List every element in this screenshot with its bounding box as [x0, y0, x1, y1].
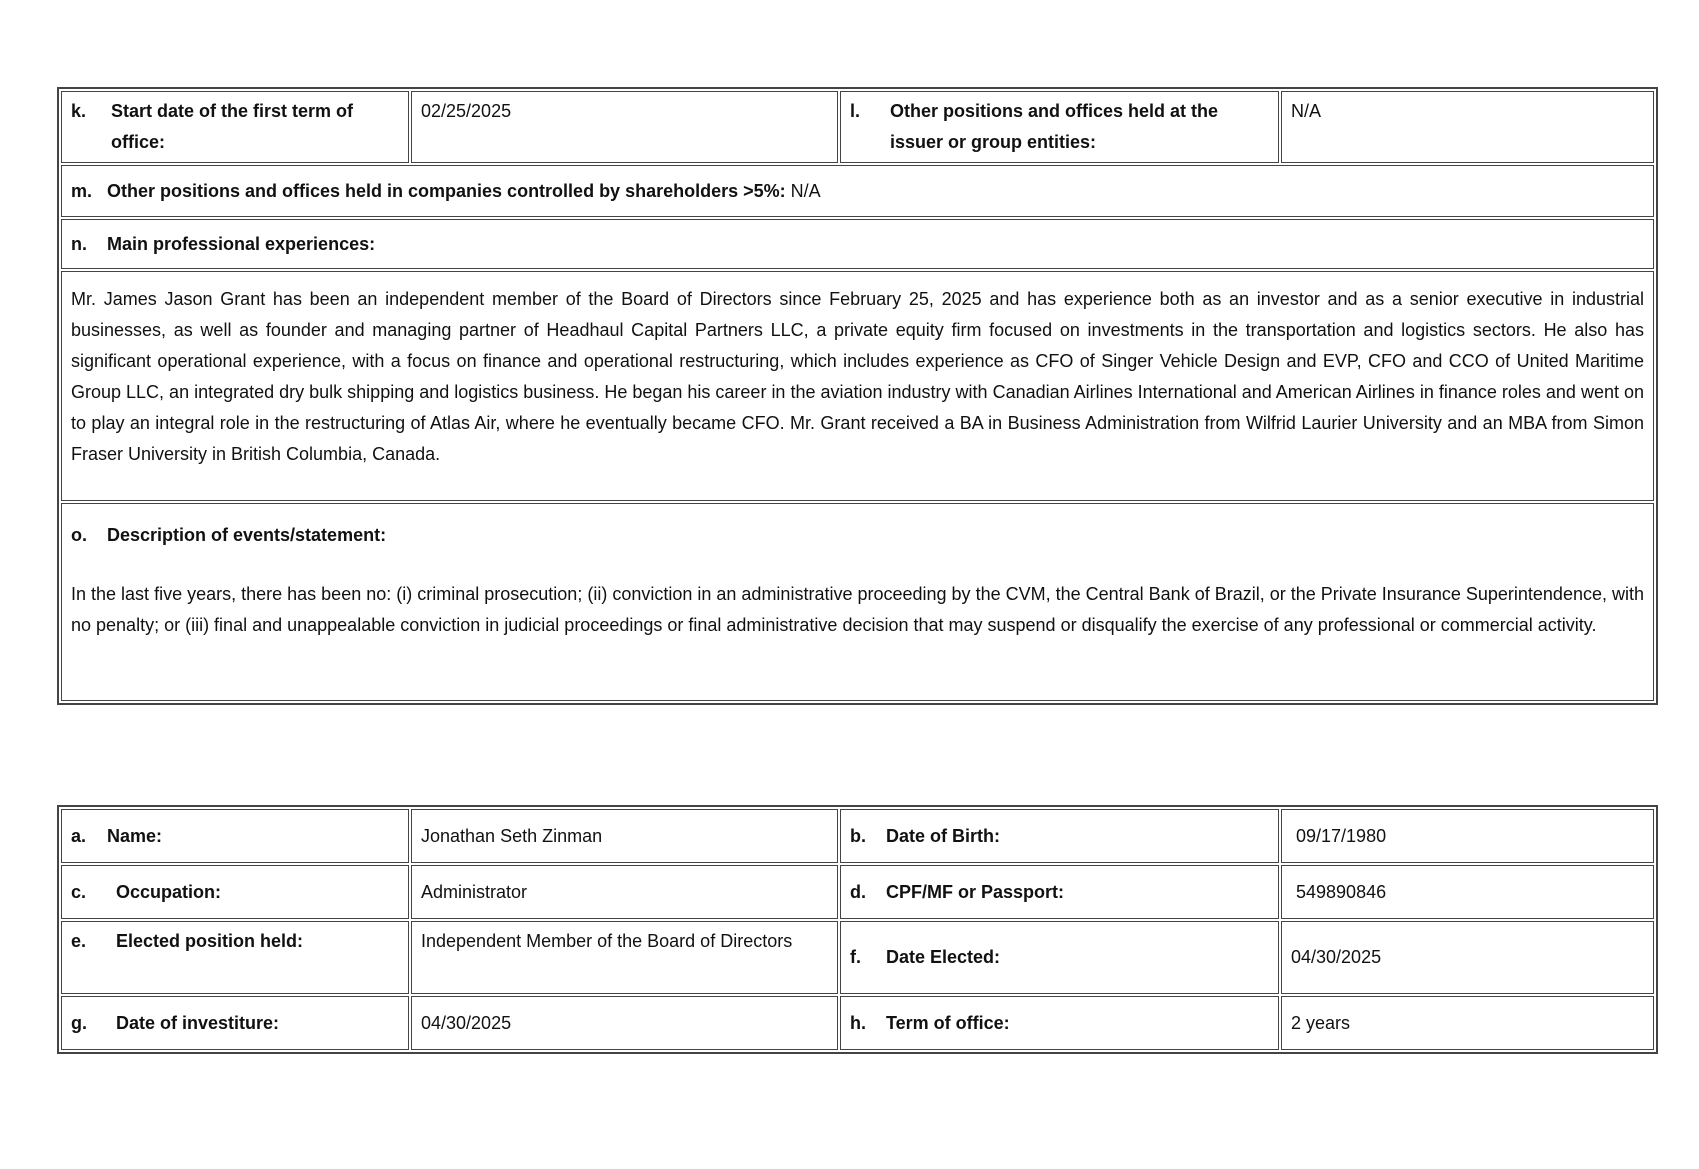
- field-g-label: g. Date of investiture:: [61, 996, 409, 1050]
- field-e-value: Independent Member of the Board of Directors: [411, 921, 838, 994]
- field-k-value: 02/25/2025: [411, 91, 838, 163]
- field-a-value: Jonathan Seth Zinman: [411, 809, 838, 863]
- field-f-value: 04/30/2025: [1281, 921, 1654, 994]
- field-b-value: 09/17/1980: [1281, 809, 1654, 863]
- director-details-table-2: [57, 805, 1658, 1054]
- field-e-label: e. Elected position held:: [61, 921, 409, 994]
- field-a-label: a. Name:: [61, 809, 409, 863]
- field-d-value: 549890846: [1281, 865, 1654, 919]
- field-l-value: N/A: [1281, 91, 1654, 163]
- field-o-text: In the last five years, there has been no: (i) criminal prosecution; (ii) conviction in an administrative proceeding by the CVM, the Central Bank of Brazil, or the Private Insurance Superintendence, with no penalty; or (iii) final and unappealable conviction in judicial proceedings or final administrative decision that may suspend or disqualify the exercise of any professional or commercial activity.: [71, 584, 1644, 635]
- field-h-label: h. Term of office:: [840, 996, 1279, 1050]
- field-c-label: c. Occupation:: [61, 865, 409, 919]
- field-f-label: f. Date Elected:: [840, 921, 1279, 994]
- field-h-value: 2 years: [1281, 996, 1654, 1050]
- field-k-label: k. Start date of the first term of office:: [61, 91, 409, 163]
- field-d-label: d. CPF/MF or Passport:: [840, 865, 1279, 919]
- field-n-label: n. Main professional experiences:: [61, 219, 1654, 269]
- field-m-value: N/A: [790, 180, 821, 201]
- field-l-label: l. Other positions and offices held at the issuer or group entities:: [840, 91, 1279, 163]
- field-m: m. Other positions and offices held in companies controlled by shareholders >5%: N/A: [61, 165, 1654, 217]
- field-b-label: b. Date of Birth:: [840, 809, 1279, 863]
- field-n-text: Mr. James Jason Grant has been an independent member of the Board of Directors since February 25, 2025 and has experience both as an investor and as a senior executive in industrial businesses, as well as founder and managing partner of Headhaul Capital Partners LLC, a private equity firm focused on investments in the transportation and logistics sectors. He also has significant operational experience, with a focus on finance and operational restructuring, which includes experience as CFO of Singer Vehicle Design and EVP, CFO and CCO of United Maritime Group LLC, an integrated dry bulk shipping and logistics business. He began his career in the aviation industry with Canadian Airlines International and American Airlines in finance roles and went on to play an integral role in the restructuring of Atlas Air, where he eventually became CFO. Mr. Grant received a BA in Business Administration from Wilfrid Laurier University and an MBA from Simon Fraser University in British Columbia, Canada.: [61, 271, 1654, 501]
- field-o: o. Description of events/statement: In the last five years, there has been no: (i) criminal prosecution; (ii) conviction in an administrative proceeding by the CVM, the Central Bank of Brazil, or the Private Insurance Superintendence, with no penalty; or (iii) final and unappealable conviction in judicial proceedings or final administrative decision that may suspend or disqualify the exercise of any professional or commercial activity.: [61, 503, 1654, 701]
- field-c-value: Administrator: [411, 865, 838, 919]
- field-g-value: 04/30/2025: [411, 996, 838, 1050]
- director-details-table-1: [57, 87, 1658, 705]
